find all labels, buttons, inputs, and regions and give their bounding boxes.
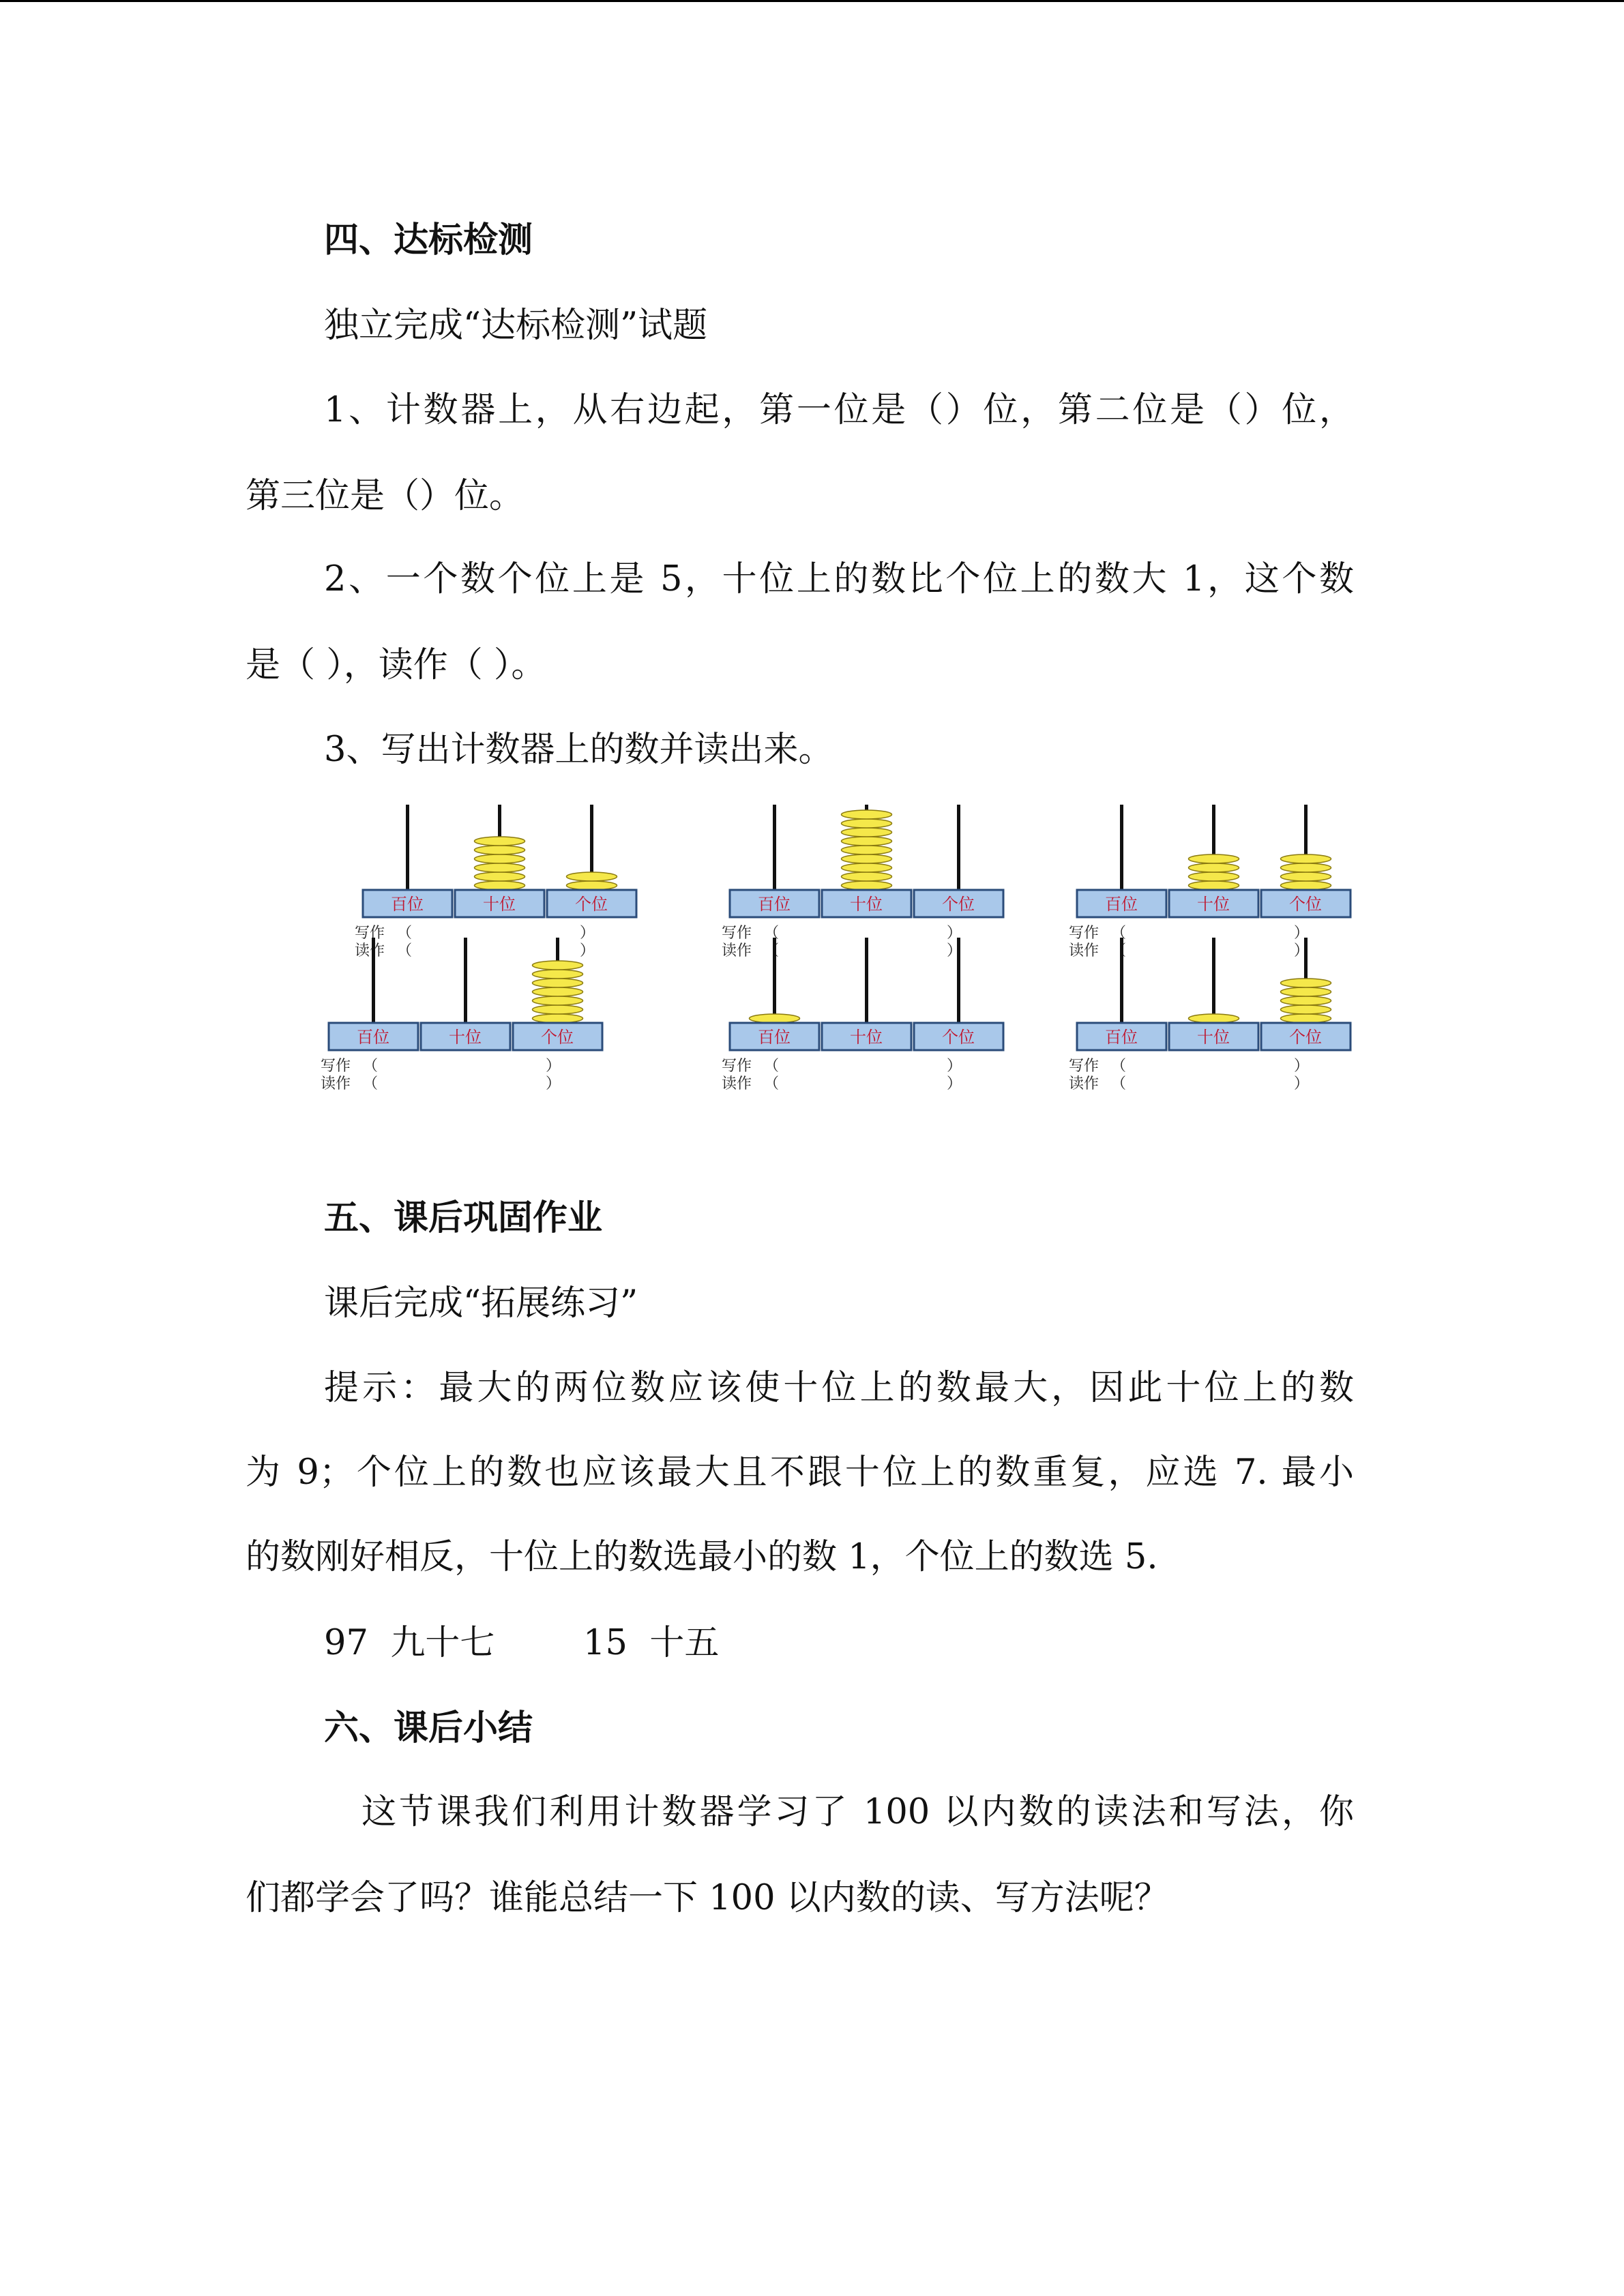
question-2-line-1: 2、一个数个位上是 5，十位上的数比个位上的数大 1，这个数 [324,559,1354,599]
write-as-blank: 写作 （ ） [722,925,962,942]
abacus-bead [567,881,617,890]
abacus-bead [842,819,892,828]
abacus-bead [1189,863,1239,872]
abacus-place-label: 百位 [758,895,791,914]
answer-line: 97 九十七 15 十五 [324,1623,720,1663]
summary-line-2: 们都学会了吗？谁能总结一下 100 以内数的读、写方法呢？ [246,1878,1169,1918]
abacus-bead [1281,1014,1331,1023]
abacus-bead [533,1005,583,1014]
abacus-bead [533,961,583,970]
abacus-bead [1189,854,1239,863]
abacus-4 [321,938,604,1092]
write-as-blank: 写作 （ ） [321,1058,561,1075]
abacus-bead [842,854,892,863]
abacus-1 [355,805,638,959]
abacus-bead [1189,1014,1239,1023]
abacus-bead [842,846,892,854]
abacus-bead [475,846,525,854]
abacus-place-label: 十位 [483,895,516,914]
hint-line-2: 为 9；个位上的数也应该最大且不跟十位上的数重复，应选 7. 最小 [246,1452,1354,1493]
question-3: 3、写出计数器上的数并读出来。 [324,730,833,770]
abacus-place-label: 十位 [1197,895,1230,914]
abacus-bead [1281,979,1331,987]
abacus-bead [475,872,525,881]
abacus-5 [722,938,1005,1092]
write-as-blank: 写作 （ ） [1069,925,1310,942]
abacus-bead [475,881,525,890]
section-4-heading: 四、达标检测 [324,220,533,260]
abacus-place-label: 十位 [850,895,883,914]
abacus-bead [842,828,892,837]
abacus-bead [842,863,892,872]
abacus-6 [1069,938,1352,1092]
abacus-place-label: 十位 [1197,1028,1230,1047]
summary-line-1: 这节课我们利用计数器学习了 100 以内数的读法和写法，你 [361,1792,1354,1832]
read-as-blank: 读作 （ ） [1069,942,1310,959]
abacus-bead [1281,881,1331,890]
section-4-intro: 独立完成“达标检测”试题 [324,305,708,346]
section-5-intro: 课后完成“拓展练习” [324,1283,638,1324]
abacus-place-label: 百位 [1105,895,1138,914]
read-as-blank: 读作 （ ） [722,1075,962,1092]
hint-line-1: 提示：最大的两位数应该使十位上的数最大，因此十位上的数 [324,1368,1354,1408]
read-as-blank: 读作 （ ） [722,942,962,959]
abacus-place-label: 个位 [942,1028,975,1047]
abacus-place-label: 十位 [449,1028,482,1047]
abacus-bead [533,987,583,996]
abacus-place-label: 个位 [1289,895,1322,914]
abacus-place-label: 个位 [575,895,608,914]
abacus-bead [475,837,525,846]
abacus-bead [475,854,525,863]
abacus-2 [722,805,1005,959]
write-as-blank: 写作 （ ） [722,1058,962,1075]
abacus-place-label: 百位 [357,1028,389,1047]
page-top-border [0,0,1624,2]
abacus-bead [1281,854,1331,863]
abacus-bead [533,1014,583,1023]
abacus-bead [1189,881,1239,890]
abacus-bead [1281,1005,1331,1014]
abacus-bead [842,810,892,819]
question-1-line-1: 1、计数器上，从右边起，第一位是（）位，第二位是（）位， [324,390,1354,430]
abacus-bead [1189,872,1239,881]
write-as-blank: 写作 （ ） [355,925,595,942]
abacus-bead [750,1014,800,1023]
write-as-blank: 写作 （ ） [1069,1058,1310,1075]
abacus-place-label: 个位 [1289,1028,1322,1047]
abacus-bead [842,837,892,846]
abacus-place-label: 百位 [391,895,424,914]
abacus-bead [533,970,583,979]
abacus-bead [533,996,583,1005]
read-as-blank: 读作 （ ） [355,942,595,959]
abacus-bead [567,872,617,881]
abacus-place-label: 百位 [758,1028,791,1047]
abacus-bead [1281,987,1331,996]
question-2-line-2: 是（ ），读作（ ）。 [246,645,546,685]
abacus-place-label: 个位 [942,895,975,914]
abacus-figure [102,805,1357,1091]
read-as-blank: 读作 （ ） [321,1075,561,1092]
section-5-heading: 五、课后巩固作业 [324,1197,603,1238]
abacus-bead [1281,863,1331,872]
abacus-place-label: 十位 [850,1028,883,1047]
abacus-bead [1281,872,1331,881]
abacus-bead [533,979,583,987]
abacus-place-label: 个位 [541,1028,574,1047]
abacus-bead [475,863,525,872]
abacus-3 [1069,805,1352,959]
read-as-blank: 读作 （ ） [1069,1075,1310,1092]
abacus-bead [1281,996,1331,1005]
abacus-bead [842,872,892,881]
question-1-line-2: 第三位是（）位。 [246,476,525,516]
abacus-bead [842,881,892,890]
section-6-heading: 六、课后小结 [324,1708,533,1748]
abacus-place-label: 百位 [1105,1028,1138,1047]
hint-line-3: 的数刚好相反，十位上的数选最小的数 1，个位上的数选 5. [246,1537,1158,1577]
